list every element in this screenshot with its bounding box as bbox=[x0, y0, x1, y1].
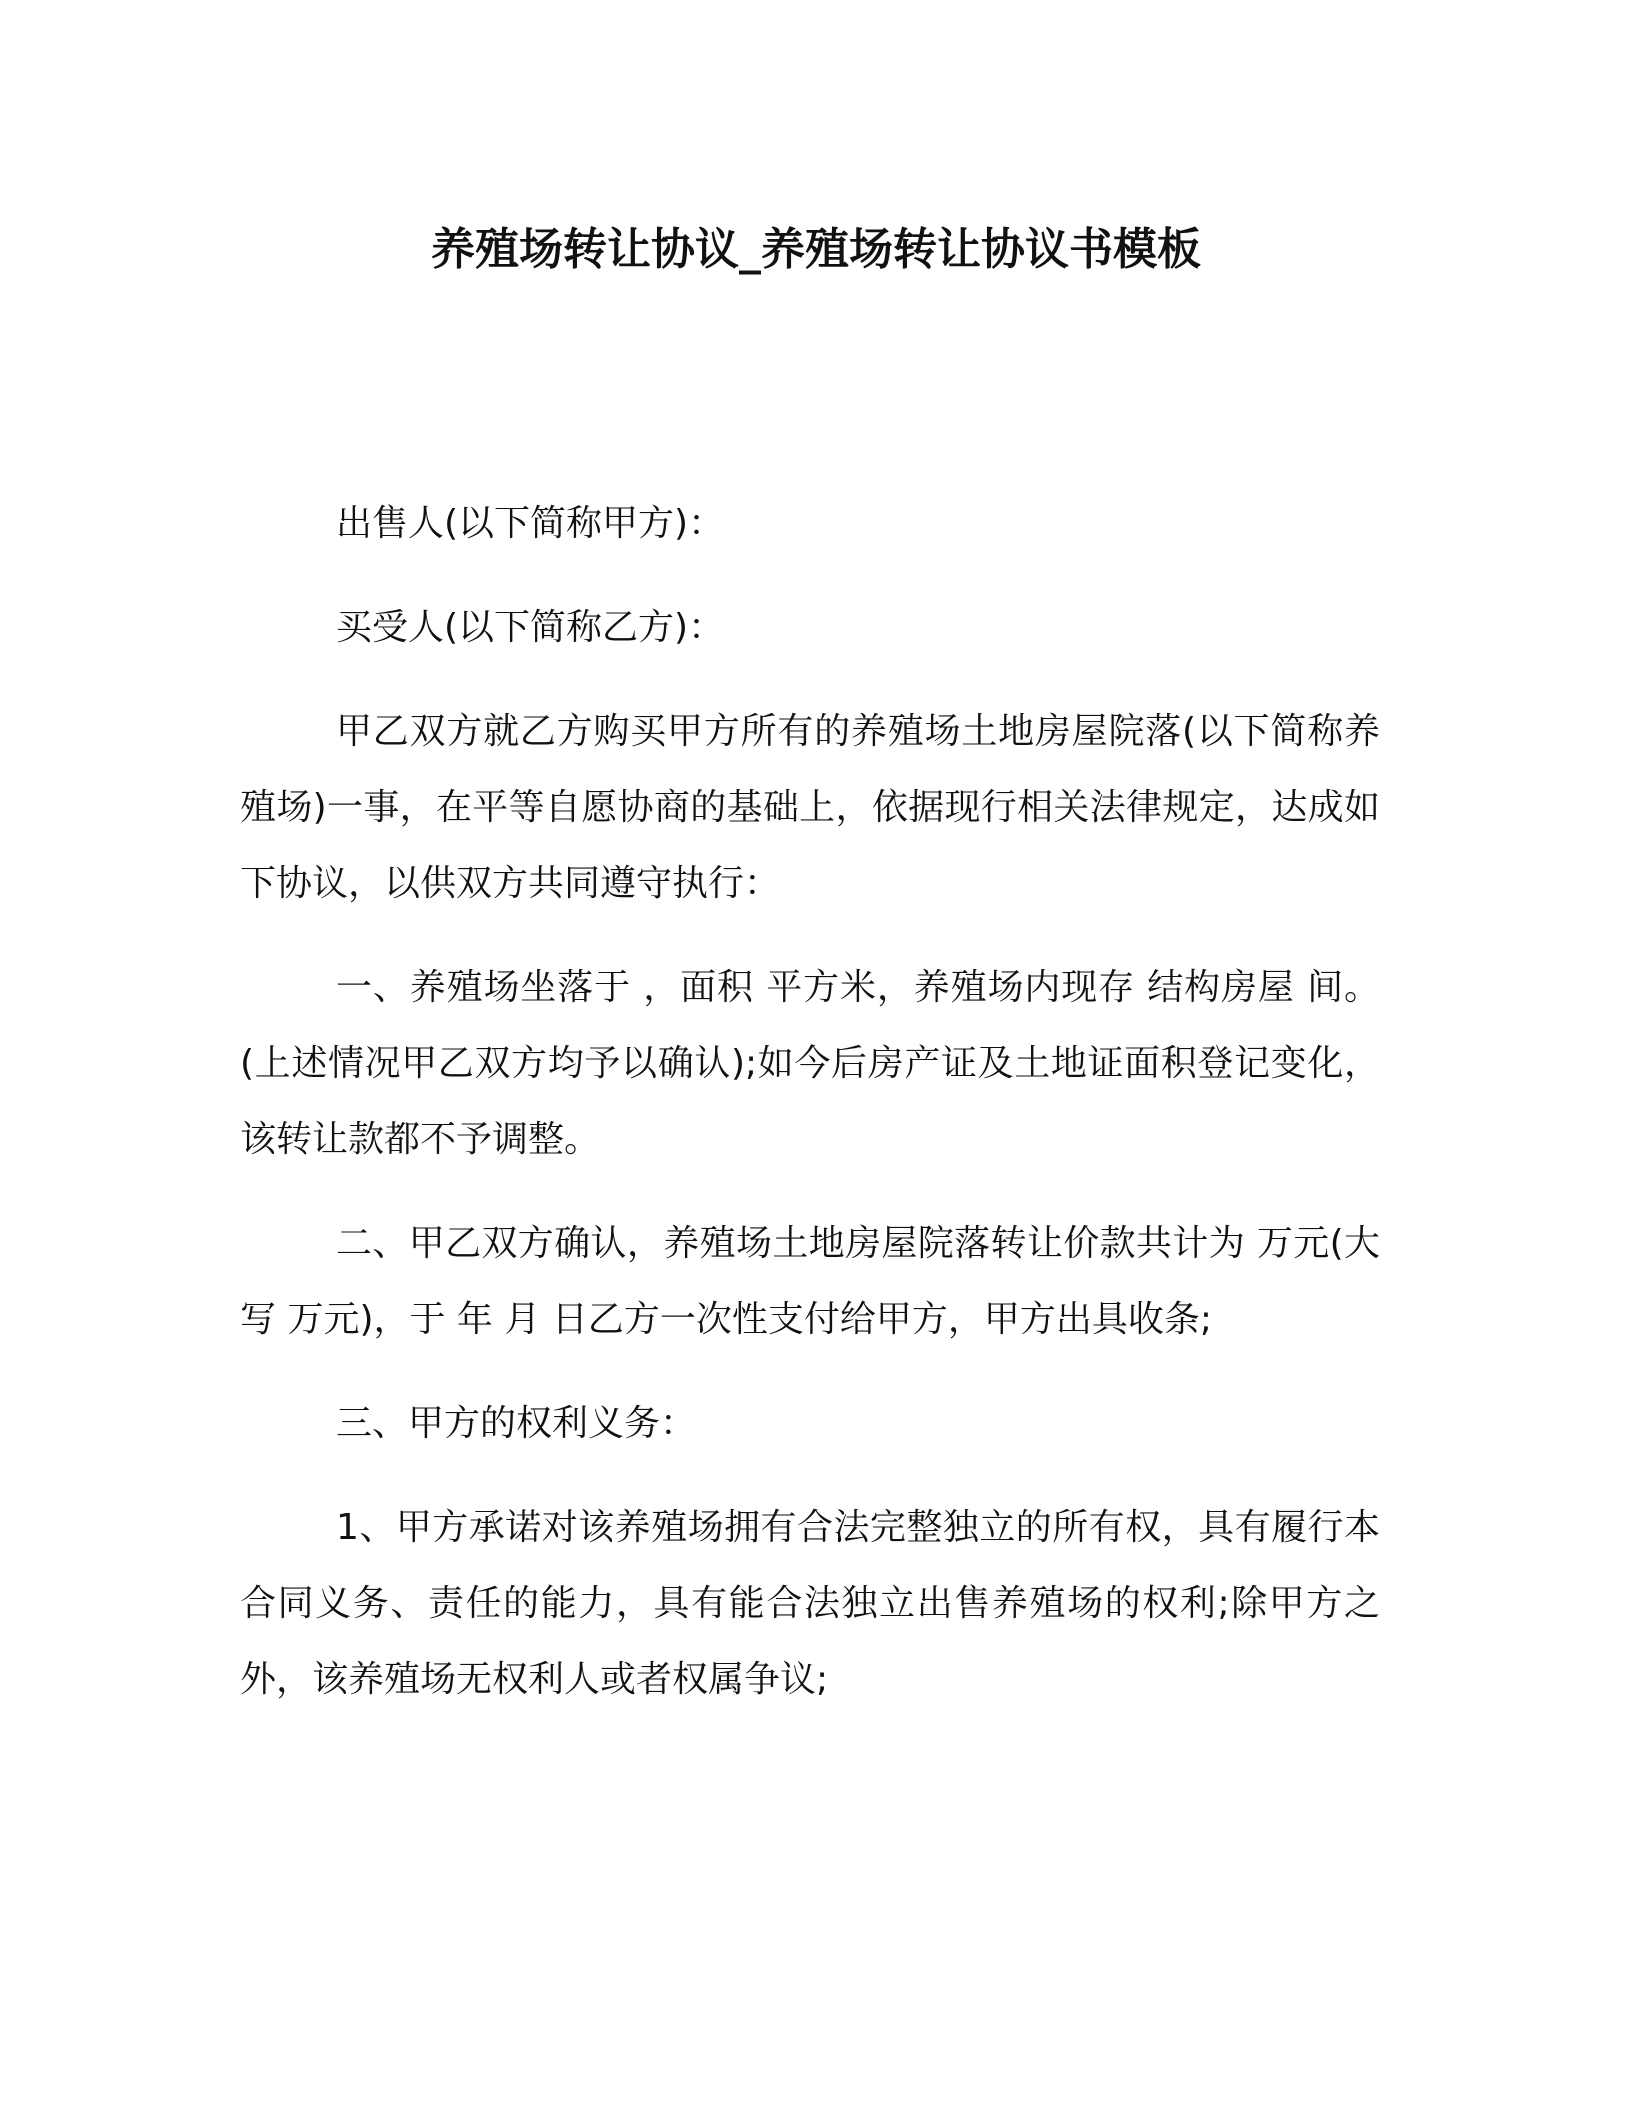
paragraph-seller: 出售人(以下简称甲方)： bbox=[336, 503, 725, 544]
paragraph-clause-3-heading: 三、甲方的权利义务： bbox=[336, 1403, 697, 1444]
paragraph-clause-2: 二、甲乙双方确认，养殖场土地房屋院落转让价款共计为 万元(大写 万元)，于 年 月 日乙方一次性支付给甲方，甲方出具收条; bbox=[240, 1223, 1380, 1340]
paragraph-intro: 甲乙双方就乙方购买甲方所有的养殖场土地房屋院落(以下简称养殖场)一事，在平等自愿协商的基础上，依据现行相关法律规定，达成如下协议，以供双方共同遵守执行： bbox=[240, 711, 1380, 904]
document-title: 养殖场转让协议_养殖场转让协议书模板 bbox=[431, 224, 1201, 275]
paragraph-clause-1: 一、养殖场坐落于 ，面积 平方米，养殖场内现存 结构房屋 间。(上述情况甲乙双方均予以确认);如今后房产证及土地证面积登记变化，该转让款都不予调整。 bbox=[240, 967, 1380, 1160]
paragraph-buyer: 买受人(以下简称乙方)： bbox=[336, 607, 725, 648]
document-body bbox=[240, 486, 1380, 1746]
paragraph-clause-3-item-1: 1、甲方承诺对该养殖场拥有合法完整独立的所有权，具有履行本合同义务、责任的能力，具有能合法独立出售养殖场的权利;除甲方之外，该养殖场无权利人或者权属争议; bbox=[240, 1507, 1380, 1700]
